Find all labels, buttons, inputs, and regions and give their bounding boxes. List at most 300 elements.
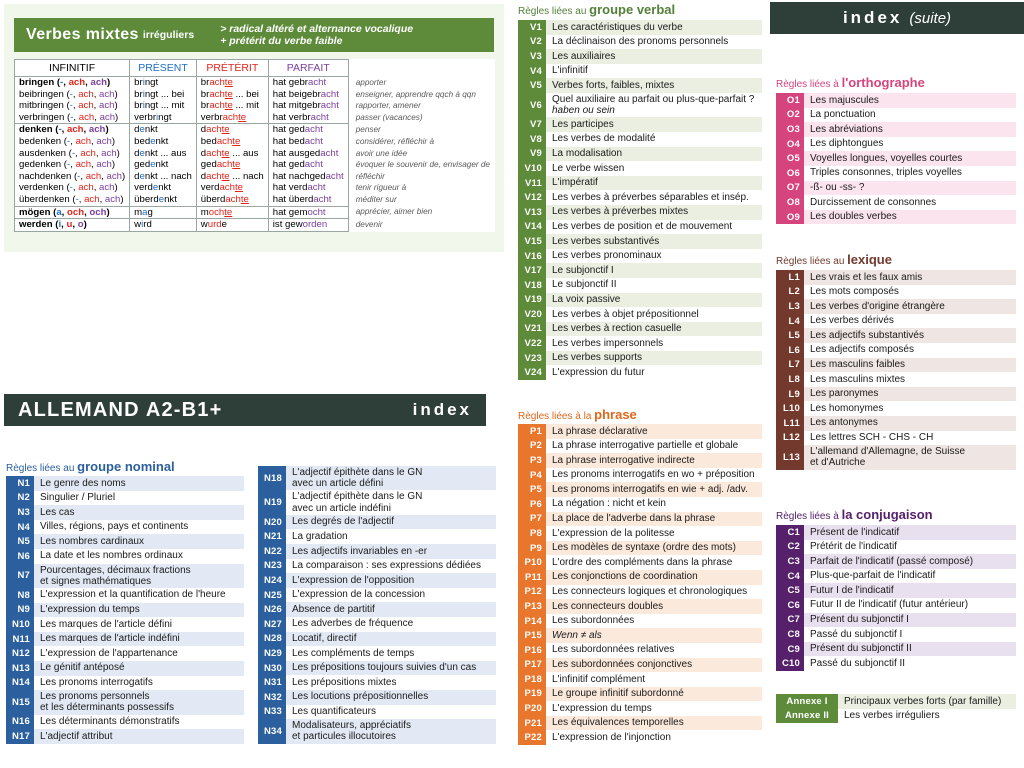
rule-row[interactable] — [518, 220, 762, 235]
rule-label: Les adjectifs substantivés — [804, 328, 1016, 343]
rule-code-badge: N6 — [6, 549, 34, 564]
rule-row[interactable] — [518, 512, 762, 527]
rule-row[interactable] — [776, 709, 1016, 724]
rule-code-badge: C7 — [776, 613, 804, 628]
rule-label: Les déterminants démonstratifs — [34, 715, 244, 730]
rule-code-badge: V9 — [518, 147, 546, 162]
rule-label: Les quantificateurs — [286, 705, 496, 720]
rule-row[interactable] — [258, 515, 496, 530]
rule-row[interactable] — [776, 93, 1016, 108]
verb-gloss: devenir — [355, 219, 383, 229]
rule-label: Les homonymes — [804, 401, 1016, 416]
rule-row[interactable] — [518, 234, 762, 249]
rule-row[interactable] — [518, 336, 762, 351]
verb-present: bringt — [130, 77, 197, 89]
rule-code-badge: V23 — [518, 351, 546, 366]
mixed-verbs-table — [14, 59, 495, 232]
rule-row[interactable] — [518, 93, 762, 117]
mixed-verbs-note — [220, 23, 413, 47]
rule-label: Pourcentages, décimaux fractions et signes mathématiques — [34, 564, 244, 588]
rule-row[interactable] — [776, 656, 1016, 671]
rule-label: Les subordonnées relatives — [546, 643, 762, 658]
verb-gloss: réfléchir — [355, 171, 385, 181]
rule-row[interactable] — [776, 372, 1016, 387]
rule-code-badge: V13 — [518, 205, 546, 220]
rule-label: Futur II de l'indicatif (futur antérieur) — [804, 598, 1016, 613]
rule-code-badge: N32 — [258, 690, 286, 705]
rule-row[interactable] — [6, 676, 244, 691]
rule-code-badge: N10 — [6, 617, 34, 632]
rule-row[interactable] — [776, 195, 1016, 210]
rule-row[interactable] — [776, 137, 1016, 152]
rule-code-badge: C10 — [776, 656, 804, 671]
rule-code-badge: P20 — [518, 701, 546, 716]
verb-row — [15, 77, 495, 89]
rule-row[interactable] — [776, 299, 1016, 314]
verb-row — [15, 136, 495, 148]
rule-code-badge: V15 — [518, 234, 546, 249]
rule-code-badge: P21 — [518, 716, 546, 731]
verb-infinitif: bringen (-, ach, ach) — [15, 77, 130, 89]
rule-row[interactable] — [776, 627, 1016, 642]
verb-row — [15, 124, 495, 136]
section-heading-verbal — [518, 2, 675, 17]
rule-row[interactable] — [258, 466, 496, 490]
rule-code-badge: O8 — [776, 195, 804, 210]
rule-row[interactable] — [258, 690, 496, 705]
section-heading-conjugaison — [776, 507, 933, 522]
section-heading-nominal — [6, 459, 175, 474]
rule-row[interactable] — [258, 573, 496, 588]
rule-row[interactable] — [6, 661, 244, 676]
rule-row[interactable] — [776, 694, 1016, 709]
rule-label: L'expression du temps — [34, 603, 244, 618]
rule-label: Locatif, directif — [286, 632, 496, 647]
rule-code-badge: O7 — [776, 181, 804, 196]
rule-code-badge: V6 — [518, 93, 546, 117]
rule-label: Passé du subjonctif I — [804, 627, 1016, 642]
rule-row[interactable] — [776, 270, 1016, 285]
rule-row[interactable] — [258, 559, 496, 574]
rule-row[interactable] — [518, 643, 762, 658]
verb-infinitif: ausdenken (-, ach, ach) — [15, 148, 130, 160]
rule-row[interactable] — [518, 322, 762, 337]
verb-gloss: évoquer le souvenir de, envisager de — [355, 160, 490, 170]
verb-preterit: verbrachte — [196, 112, 268, 124]
rule-label: L'ordre des compléments dans la phrase — [546, 555, 762, 570]
rule-label: Principaux verbes forts (par famille) — [838, 694, 1016, 709]
rule-row[interactable] — [776, 166, 1016, 181]
conjugaison-heading-prefix: Règles liées à — [776, 511, 842, 522]
rule-row[interactable] — [518, 482, 762, 497]
verbal-heading-prefix: Règles liées au — [518, 6, 590, 17]
rule-code-badge: N3 — [6, 505, 34, 520]
verb-gloss: penser — [355, 124, 381, 134]
verb-preterit: brachte ... bei — [196, 89, 268, 101]
page-title: ALLEMAND A2-B1+ — [18, 398, 223, 421]
rule-label: Quel auxiliaire au parfait ou plus-que-parfait ? haben ou sein — [546, 93, 762, 117]
rule-code-badge: N18 — [258, 466, 286, 490]
rule-label: Le subjonctif I — [546, 263, 762, 278]
rule-code-badge: N31 — [258, 675, 286, 690]
rule-row[interactable] — [518, 453, 762, 468]
rule-label: La date et les nombres ordinaux — [34, 549, 244, 564]
rule-row[interactable] — [518, 439, 762, 454]
rule-code-badge: N13 — [6, 661, 34, 676]
rule-code-badge: V11 — [518, 176, 546, 191]
rule-row[interactable] — [776, 328, 1016, 343]
verb-preterit: dachte ... nach — [196, 171, 268, 183]
rule-row[interactable] — [776, 445, 1016, 469]
rule-list-verbal — [518, 20, 762, 380]
rule-row[interactable] — [518, 424, 762, 439]
section-heading-phrase — [518, 407, 637, 422]
rule-row[interactable] — [776, 525, 1016, 540]
verb-present: bedenkt — [130, 136, 197, 148]
rule-code-badge: N14 — [6, 676, 34, 691]
rule-row[interactable] — [518, 20, 762, 35]
rule-row[interactable] — [518, 468, 762, 483]
rule-row[interactable] — [776, 122, 1016, 137]
middle-column — [512, 0, 764, 768]
rule-label: L'expression et la quantification de l'heure — [34, 588, 244, 603]
rule-label: La négation : nicht et kein — [546, 497, 762, 512]
rule-row[interactable] — [776, 598, 1016, 613]
rule-row[interactable] — [776, 210, 1016, 225]
rule-label: Triples consonnes, triples voyelles — [804, 166, 1016, 181]
rule-row[interactable] — [518, 570, 762, 585]
rule-row[interactable] — [518, 541, 762, 556]
rule-row[interactable] — [6, 588, 244, 603]
rule-code-badge: V3 — [518, 49, 546, 64]
rule-label: L'impératif — [546, 176, 762, 191]
rule-code-badge: N9 — [6, 603, 34, 618]
col-preterit: PRÉTÉRIT — [196, 60, 268, 77]
verb-parfait: ist geworden — [268, 219, 348, 232]
verb-gloss: enseigner, apprendre qqch à qqn — [355, 89, 476, 99]
rule-label: Passé du subjonctif II — [804, 656, 1016, 671]
rule-row[interactable] — [258, 675, 496, 690]
rule-code-badge: P12 — [518, 585, 546, 600]
rule-row[interactable] — [518, 278, 762, 293]
rule-label: Singulier / Pluriel — [34, 491, 244, 506]
rule-row[interactable] — [6, 564, 244, 588]
rule-label: La comparaison : ses expressions dédiées — [286, 559, 496, 574]
rule-row[interactable] — [518, 35, 762, 50]
rule-row[interactable] — [776, 151, 1016, 166]
rule-code-badge: L8 — [776, 372, 804, 387]
rule-row[interactable] — [518, 672, 762, 687]
rule-row[interactable] — [518, 687, 762, 702]
verb-row — [15, 159, 495, 171]
rule-label: Les cas — [34, 505, 244, 520]
rule-label: L'expression de l'injonction — [546, 730, 762, 745]
verb-preterit: verdachte — [196, 182, 268, 194]
rule-row[interactable] — [518, 716, 762, 731]
rule-row[interactable] — [776, 285, 1016, 300]
rule-label: La modalisation — [546, 147, 762, 162]
rule-label: La ponctuation — [804, 108, 1016, 123]
index-suite-suffix: (suite) — [909, 9, 952, 27]
rule-row[interactable] — [518, 351, 762, 366]
rule-row[interactable] — [6, 534, 244, 549]
verb-present: wird — [130, 219, 197, 232]
rule-code-badge: O9 — [776, 210, 804, 225]
rule-label: La phrase déclarative — [546, 424, 762, 439]
orthographe-heading-strong: l'orthographe — [841, 75, 925, 90]
rule-code-badge: P4 — [518, 468, 546, 483]
rule-label: Les pronoms interrogatifs — [34, 676, 244, 691]
rule-row[interactable] — [518, 497, 762, 512]
rule-row[interactable] — [6, 715, 244, 730]
rule-code-badge: P13 — [518, 599, 546, 614]
rule-row[interactable] — [518, 205, 762, 220]
rule-row[interactable] — [6, 646, 244, 661]
verb-gloss: passer (vacances) — [355, 112, 423, 122]
rule-row[interactable] — [518, 176, 762, 191]
rule-row[interactable] — [258, 490, 496, 514]
rule-row[interactable] — [776, 431, 1016, 446]
rule-row[interactable] — [258, 529, 496, 544]
rule-label: Les adjectifs invariables en -er — [286, 544, 496, 559]
rule-row[interactable] — [518, 585, 762, 600]
mixed-verbs-subtitle: irréguliers — [142, 28, 195, 41]
rule-label: Les adjectifs composés — [804, 343, 1016, 358]
rule-label: Les verbes de position et de mouvement — [546, 220, 762, 235]
verb-present: bringt ... mit — [130, 100, 197, 112]
lexique-heading-strong: lexique — [847, 252, 892, 267]
rule-row[interactable] — [776, 569, 1016, 584]
verb-gloss: tenir rigueur à — [355, 183, 407, 193]
rule-code-badge: C4 — [776, 569, 804, 584]
rule-row[interactable] — [6, 491, 244, 506]
col-parfait: PARFAIT — [268, 60, 348, 77]
rule-row[interactable] — [776, 583, 1016, 598]
rule-row[interactable] — [776, 181, 1016, 196]
rule-label: Le subjonctif II — [546, 278, 762, 293]
rule-row[interactable] — [776, 416, 1016, 431]
rule-label: Les pronoms interrogatifs en wie + adj. /adv. — [546, 482, 762, 497]
rule-row[interactable] — [518, 161, 762, 176]
verb-row — [15, 100, 495, 112]
rule-row[interactable] — [6, 632, 244, 647]
rule-row[interactable] — [776, 343, 1016, 358]
rule-code-badge: N24 — [258, 573, 286, 588]
rule-row[interactable] — [518, 628, 762, 643]
rule-row[interactable] — [518, 307, 762, 322]
col-infinitif: INFINITIF — [15, 60, 130, 77]
rule-row[interactable] — [258, 705, 496, 720]
rule-label: La voix passive — [546, 293, 762, 308]
rule-label: L'expression du temps — [546, 701, 762, 716]
rule-label: La phrase interrogative indirecte — [546, 453, 762, 468]
rule-row[interactable] — [518, 701, 762, 716]
rule-row[interactable] — [6, 549, 244, 564]
rule-row[interactable] — [518, 555, 762, 570]
rule-label: L'expression de l'opposition — [286, 573, 496, 588]
rule-row[interactable] — [518, 190, 762, 205]
rule-row[interactable] — [518, 365, 762, 380]
rule-row[interactable] — [258, 588, 496, 603]
rule-code-badge: P10 — [518, 555, 546, 570]
section-heading-orthographe — [776, 75, 925, 90]
verb-parfait: hat bedacht — [268, 136, 348, 148]
nominal-heading-strong: groupe nominal — [77, 459, 175, 474]
verb-infinitif: überdenken (-, ach, ach) — [15, 194, 130, 206]
rule-code-badge: L1 — [776, 270, 804, 285]
rule-label: Présent du subjonctif II — [804, 642, 1016, 657]
rule-row[interactable] — [518, 117, 762, 132]
rule-label: L'expression de la politesse — [546, 526, 762, 541]
verb-parfait: hat beigebracht — [268, 89, 348, 101]
rule-label: Les verbes à objet prépositionnel — [546, 307, 762, 322]
rule-row[interactable] — [258, 602, 496, 617]
table-header-row — [15, 60, 495, 77]
verb-gloss: considérer, réfléchir à — [355, 136, 434, 146]
rule-row[interactable] — [6, 476, 244, 491]
verb-present: bringt ... bei — [130, 89, 197, 101]
rule-code-badge: V7 — [518, 117, 546, 132]
rule-row[interactable] — [518, 599, 762, 614]
rule-label: Les prépositions mixtes — [286, 675, 496, 690]
rule-label: L'expression de la concession — [286, 588, 496, 603]
rule-code-badge: N29 — [258, 646, 286, 661]
rule-label: Les modèles de syntaxe (ordre des mots) — [546, 541, 762, 556]
rule-code-badge: L3 — [776, 299, 804, 314]
rule-row[interactable] — [258, 719, 496, 743]
rule-row[interactable] — [258, 632, 496, 647]
rule-label: Les verbes d'origine étrangère — [804, 299, 1016, 314]
rule-row[interactable] — [518, 263, 762, 278]
rule-code-badge: V2 — [518, 35, 546, 50]
rule-label: Les participes — [546, 117, 762, 132]
rule-row[interactable] — [518, 293, 762, 308]
rule-row[interactable] — [6, 603, 244, 618]
right-column — [770, 0, 1024, 768]
rule-row[interactable] — [518, 49, 762, 64]
rule-row[interactable] — [518, 147, 762, 162]
rule-code-badge: N5 — [6, 534, 34, 549]
rule-label: Les subordonnées — [546, 614, 762, 629]
rule-row[interactable] — [776, 613, 1016, 628]
rule-label: Les diphtongues — [804, 137, 1016, 152]
rule-code-badge: Annexe II — [776, 709, 838, 724]
rule-code-badge: N26 — [258, 602, 286, 617]
rule-row[interactable] — [776, 401, 1016, 416]
verb-row — [15, 194, 495, 206]
mixed-verbs-title: Verbes mixtes — [26, 26, 139, 43]
section-heading-lexique — [776, 252, 892, 267]
conjugaison-heading-strong: la conjugaison — [841, 507, 933, 522]
rule-row[interactable] — [776, 540, 1016, 555]
mixed-verbs-note-line2: + prétérit du verbe faible — [220, 35, 343, 47]
rule-row[interactable] — [518, 64, 762, 79]
verb-infinitif: verdenken (-, ach, ach) — [15, 182, 130, 194]
rule-row[interactable] — [258, 646, 496, 661]
rule-code-badge: P18 — [518, 672, 546, 687]
rule-label: Les mots composés — [804, 285, 1016, 300]
rule-row[interactable] — [258, 661, 496, 676]
rule-row[interactable] — [258, 544, 496, 559]
rule-row[interactable] — [776, 387, 1016, 402]
rule-row[interactable] — [776, 108, 1016, 123]
rule-code-badge: P15 — [518, 628, 546, 643]
rule-label: Les verbes irréguliers — [838, 709, 1016, 724]
rule-label: -ß- ou -ss- ? — [804, 181, 1016, 196]
rule-row[interactable] — [6, 729, 244, 744]
rule-code-badge: V1 — [518, 20, 546, 35]
rule-row[interactable] — [518, 614, 762, 629]
rule-code-badge: L5 — [776, 328, 804, 343]
rule-code-badge: N33 — [258, 705, 286, 720]
rule-code-badge: C3 — [776, 554, 804, 569]
rule-row[interactable] — [6, 505, 244, 520]
index-suite-label: index — [842, 8, 903, 27]
rule-row[interactable] — [776, 358, 1016, 373]
rule-row[interactable] — [518, 526, 762, 541]
rule-label: Les connecteurs logiques et chronologiques — [546, 585, 762, 600]
rule-code-badge: N22 — [258, 544, 286, 559]
rule-code-badge: O2 — [776, 108, 804, 123]
rule-row[interactable] — [518, 730, 762, 745]
phrase-heading-prefix: Règles liées à la — [518, 411, 595, 422]
rule-label: Les doubles verbes — [804, 210, 1016, 225]
rule-row[interactable] — [518, 249, 762, 264]
rule-code-badge: N27 — [258, 617, 286, 632]
verb-parfait: hat verbracht — [268, 112, 348, 124]
rule-label: Villes, régions, pays et continents — [34, 520, 244, 535]
rule-code-badge: P5 — [518, 482, 546, 497]
rule-row[interactable] — [258, 617, 496, 632]
verb-preterit: mochte — [196, 206, 268, 219]
rule-code-badge: L10 — [776, 401, 804, 416]
rule-code-badge: P3 — [518, 453, 546, 468]
verb-parfait: hat überdacht — [268, 194, 348, 206]
rule-label: Le verbe wissen — [546, 161, 762, 176]
rule-code-badge: V20 — [518, 307, 546, 322]
rule-code-badge: N8 — [6, 588, 34, 603]
verb-infinitif: bedenken (-, ach, ach) — [15, 136, 130, 148]
rule-row[interactable] — [6, 520, 244, 535]
rule-label: Les locutions prépositionnelles — [286, 690, 496, 705]
rule-row[interactable] — [518, 658, 762, 673]
rule-row[interactable] — [6, 617, 244, 632]
rule-code-badge: V8 — [518, 132, 546, 147]
verb-preterit: brachte — [196, 77, 268, 89]
verb-gloss: apprécier, aimer bien — [355, 207, 433, 217]
mixed-verbs-header — [14, 18, 494, 52]
rule-code-badge: P19 — [518, 687, 546, 702]
rule-row[interactable] — [776, 314, 1016, 329]
rule-row[interactable] — [518, 132, 762, 147]
rule-row[interactable] — [518, 78, 762, 93]
rule-label: Wenn ≠ als — [546, 628, 762, 643]
rule-row[interactable] — [776, 554, 1016, 569]
mixed-verbs-table-body — [15, 77, 495, 232]
rule-code-badge: V12 — [518, 190, 546, 205]
verb-infinitif: nachdenken (-, ach, ach) — [15, 171, 130, 183]
rule-label: La déclinaison des pronoms personnels — [546, 35, 762, 50]
verb-present: denkt — [130, 124, 197, 136]
rule-label: Parfait de l'indicatif (passé composé) — [804, 554, 1016, 569]
rule-code-badge: O1 — [776, 93, 804, 108]
rule-label: La phrase interrogative partielle et globale — [546, 439, 762, 454]
rule-label: Absence de partitif — [286, 602, 496, 617]
verb-row — [15, 112, 495, 124]
rule-row[interactable] — [6, 690, 244, 714]
rule-code-badge: P14 — [518, 614, 546, 629]
rule-row[interactable] — [776, 642, 1016, 657]
